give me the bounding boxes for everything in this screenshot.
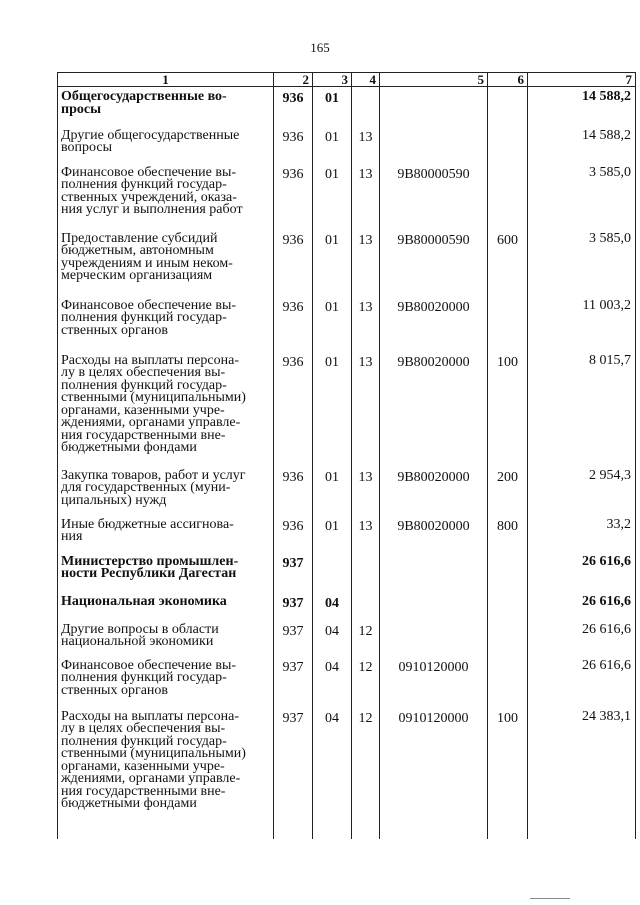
subsection-code-cell: 13 bbox=[352, 229, 380, 296]
amount-cell: 14 588,2 bbox=[528, 126, 636, 163]
admin-code-cell: 936 bbox=[274, 351, 313, 466]
amount-cell: 33,2 bbox=[528, 515, 636, 552]
item-name-cell: Финансовое обеспечение вы- полнения функций государ- ственных органов bbox=[58, 656, 274, 707]
subsection-code-cell: 12 bbox=[352, 707, 380, 839]
page-number: 165 bbox=[310, 40, 330, 55]
section-code-cell: 01 bbox=[313, 163, 352, 229]
expense-type-code-cell: 200 bbox=[488, 466, 528, 515]
item-name-cell: Другие общегосударственные вопросы bbox=[58, 126, 274, 163]
target-article-code-cell bbox=[380, 552, 488, 592]
item-name-cell: Министерство промышлен- ности Республики Дагестан bbox=[58, 552, 274, 592]
table-row bbox=[58, 296, 636, 351]
target-article-code-cell bbox=[380, 620, 488, 656]
subsection-code-cell bbox=[352, 87, 380, 126]
section-code-cell: 01 bbox=[313, 515, 352, 552]
admin-code-cell: 937 bbox=[274, 620, 313, 656]
admin-code-cell: 936 bbox=[274, 466, 313, 515]
admin-code-cell: 936 bbox=[274, 163, 313, 229]
item-name-cell: Расходы на выплаты персона- лу в целях обеспечения вы- полнения функций государ- ственными (муниципальными) органами, казенными учре- ждениями, органами управле- ния государственными вне- бюджетными фондами bbox=[58, 351, 274, 466]
header-col-2: 2 bbox=[274, 73, 313, 87]
section-code-cell: 04 bbox=[313, 620, 352, 656]
expense-type-code-cell bbox=[488, 126, 528, 163]
expense-type-code-cell bbox=[488, 87, 528, 126]
table-row bbox=[58, 466, 636, 515]
admin-code-cell: 936 bbox=[274, 126, 313, 163]
subsection-code-cell: 13 bbox=[352, 351, 380, 466]
amount-cell: 14 588,2 bbox=[528, 87, 636, 126]
item-name-cell: Национальная экономика bbox=[58, 592, 274, 620]
table-body bbox=[58, 87, 636, 839]
expense-type-code-cell: 100 bbox=[488, 351, 528, 466]
expense-type-code-cell bbox=[488, 296, 528, 351]
admin-code-cell: 936 bbox=[274, 229, 313, 296]
subsection-code-cell: 13 bbox=[352, 163, 380, 229]
target-article-code-cell: 9В80020000 bbox=[380, 351, 488, 466]
scan-mark bbox=[530, 898, 570, 899]
expense-type-code-cell bbox=[488, 620, 528, 656]
admin-code-cell: 936 bbox=[274, 296, 313, 351]
amount-cell: 11 003,2 bbox=[528, 296, 636, 351]
expense-type-code-cell bbox=[488, 656, 528, 707]
section-code-cell: 01 bbox=[313, 229, 352, 296]
amount-cell: 3 585,0 bbox=[528, 163, 636, 229]
header-col-1: 1 bbox=[58, 73, 274, 87]
table-row bbox=[58, 351, 636, 466]
subsection-code-cell: 13 bbox=[352, 466, 380, 515]
expense-type-code-cell: 800 bbox=[488, 515, 528, 552]
amount-cell: 26 616,6 bbox=[528, 656, 636, 707]
expense-type-code-cell bbox=[488, 163, 528, 229]
target-article-code-cell: 0910120000 bbox=[380, 707, 488, 839]
table-row bbox=[58, 126, 636, 163]
amount-cell: 2 954,3 bbox=[528, 466, 636, 515]
budget-table bbox=[57, 72, 636, 839]
expense-type-code-cell bbox=[488, 552, 528, 592]
subsection-code-cell: 13 bbox=[352, 296, 380, 351]
item-name-cell: Финансовое обеспечение вы- полнения функций государ- ственных учреждений, оказа- ния услуг и выполнения работ bbox=[58, 163, 274, 229]
amount-cell: 8 015,7 bbox=[528, 351, 636, 466]
target-article-code-cell: 9В80020000 bbox=[380, 296, 488, 351]
admin-code-cell: 937 bbox=[274, 592, 313, 620]
item-name-cell: Иные бюджетные ассигнова- ния bbox=[58, 515, 274, 552]
subsection-code-cell bbox=[352, 592, 380, 620]
section-code-cell: 01 bbox=[313, 126, 352, 163]
subsection-code-cell bbox=[352, 552, 380, 592]
admin-code-cell: 936 bbox=[274, 87, 313, 126]
admin-code-cell: 937 bbox=[274, 707, 313, 839]
item-name-cell: Финансовое обеспечение вы- полнения функций государ- ственных органов bbox=[58, 296, 274, 351]
amount-cell: 26 616,6 bbox=[528, 592, 636, 620]
section-code-cell: 04 bbox=[313, 592, 352, 620]
table-row bbox=[58, 515, 636, 552]
subsection-code-cell: 12 bbox=[352, 620, 380, 656]
table-row bbox=[58, 656, 636, 707]
table-row bbox=[58, 87, 636, 126]
header-col-6: 6 bbox=[488, 73, 528, 87]
target-article-code-cell bbox=[380, 592, 488, 620]
item-name-cell: Общегосударственные во- просы bbox=[58, 87, 274, 126]
target-article-code-cell: 9В80020000 bbox=[380, 515, 488, 552]
amount-cell: 26 616,6 bbox=[528, 552, 636, 592]
table-row bbox=[58, 163, 636, 229]
target-article-code-cell: 9В80000590 bbox=[380, 163, 488, 229]
header-col-4: 4 bbox=[352, 73, 380, 87]
item-name-cell: Закупка товаров, работ и услуг для государственных (муни- ципальных) нужд bbox=[58, 466, 274, 515]
subsection-code-cell: 13 bbox=[352, 515, 380, 552]
target-article-code-cell bbox=[380, 126, 488, 163]
header-row bbox=[58, 73, 636, 87]
item-name-cell: Предоставление субсидий бюджетным, автономным учреждениям и иным неком- мерческим организациям bbox=[58, 229, 274, 296]
target-article-code-cell bbox=[380, 87, 488, 126]
table-row bbox=[58, 229, 636, 296]
table-row bbox=[58, 592, 636, 620]
expense-type-code-cell: 600 bbox=[488, 229, 528, 296]
section-code-cell bbox=[313, 552, 352, 592]
amount-cell: 26 616,6 bbox=[528, 620, 636, 656]
amount-cell: 24 383,1 bbox=[528, 707, 636, 839]
admin-code-cell: 937 bbox=[274, 656, 313, 707]
table-row bbox=[58, 707, 636, 839]
header-col-7: 7 bbox=[528, 73, 636, 87]
section-code-cell: 01 bbox=[313, 351, 352, 466]
section-code-cell: 04 bbox=[313, 656, 352, 707]
admin-code-cell: 937 bbox=[274, 552, 313, 592]
table-row bbox=[58, 620, 636, 656]
header-col-3: 3 bbox=[313, 73, 352, 87]
amount-cell: 3 585,0 bbox=[528, 229, 636, 296]
expense-type-code-cell: 100 bbox=[488, 707, 528, 839]
section-code-cell: 04 bbox=[313, 707, 352, 839]
expense-type-code-cell bbox=[488, 592, 528, 620]
item-name-cell: Другие вопросы в области национальной экономики bbox=[58, 620, 274, 656]
section-code-cell: 01 bbox=[313, 87, 352, 126]
section-code-cell: 01 bbox=[313, 466, 352, 515]
table-row bbox=[58, 552, 636, 592]
admin-code-cell: 936 bbox=[274, 515, 313, 552]
item-name-cell: Расходы на выплаты персона- лу в целях обеспечения вы- полнения функций государ- ственными (муниципальными) органами, казенными учре- ждениями, органами управле- ния государственными вне- бюджетными фондами bbox=[58, 707, 274, 839]
section-code-cell: 01 bbox=[313, 296, 352, 351]
subsection-code-cell: 13 bbox=[352, 126, 380, 163]
table-header bbox=[58, 73, 636, 87]
header-col-5: 5 bbox=[380, 73, 488, 87]
target-article-code-cell: 0910120000 bbox=[380, 656, 488, 707]
target-article-code-cell: 9В80000590 bbox=[380, 229, 488, 296]
subsection-code-cell: 12 bbox=[352, 656, 380, 707]
target-article-code-cell: 9В80020000 bbox=[380, 466, 488, 515]
